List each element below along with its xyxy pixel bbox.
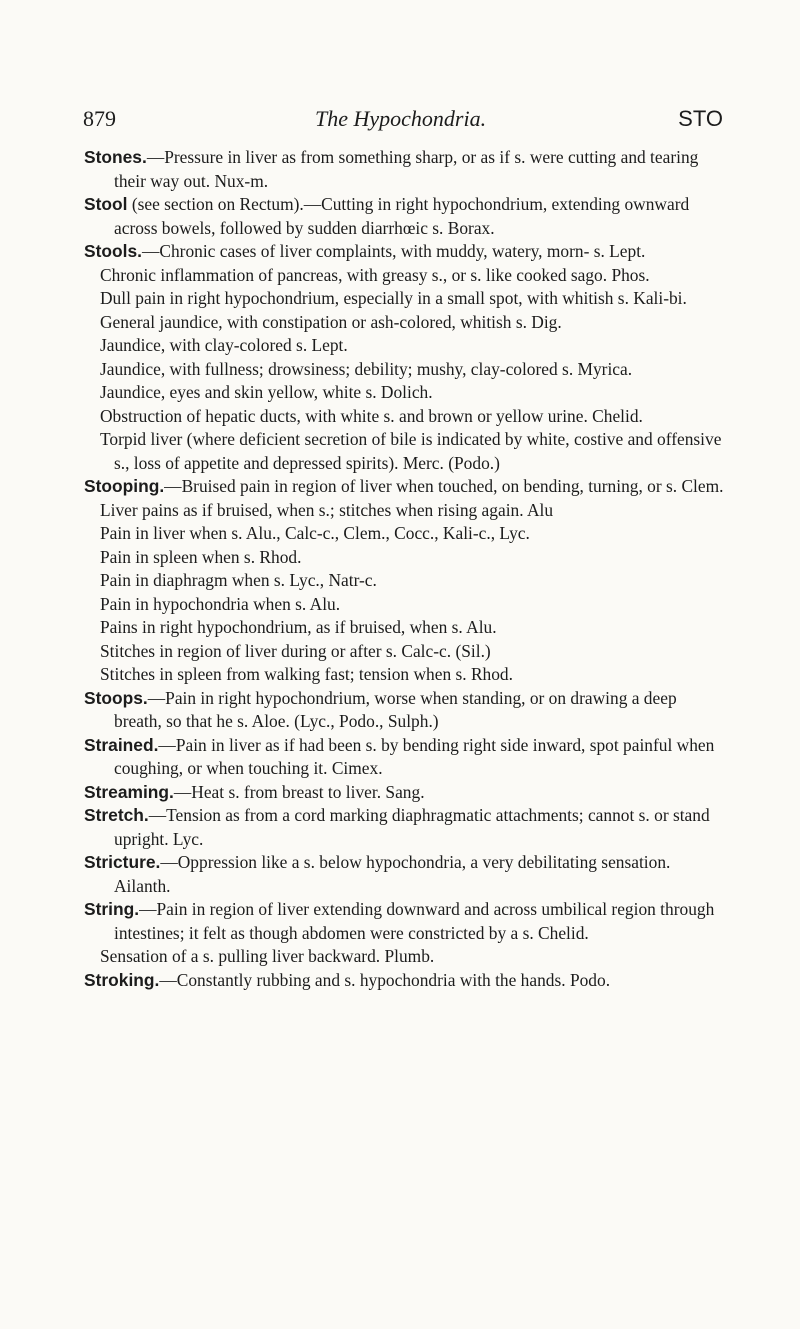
entry-keyword: Stoops. [84,687,148,708]
entry-keyword: Stricture. [84,852,161,872]
sub-entry: Pain in liver when s. Alu., Calc-c., Clem., Cocc., Kali-c., Lyc. [100,523,530,543]
entry [84,475,724,499]
sub-entry: Sensation of a s. pulling liver backward. Plumb. [100,946,435,966]
sub-entry: Stitches in region of liver during or after s. Calc-c. (Sil.) [100,640,491,661]
sub-entry: Pain in spleen when s. Rhod. [100,546,302,567]
entry-keyword: Stones. [84,147,147,167]
entry-keyword: Stool [84,194,128,214]
entry-keyword: Streaming. [84,781,174,802]
entry-keyword: Stooping. [84,476,165,496]
sub-entry: Jaundice, with fullness; drowsiness; debility; mushy, clay-colored s. Myrica. [100,358,633,379]
sub-entry: Jaundice, with clay-colored s. Lept. [100,335,348,355]
entry-text: (see section on Rectum).—Cutting in right hypochondrium, extending ownward across bowels, followed by sudden diarrhœic s. Borax. [114,194,690,238]
entry [84,687,724,734]
sub-entry: Dull pain in right hypochondrium, especially in a small spot, with whitish s. Kali-bi. [100,288,687,308]
entry-keyword: Strained. [84,734,159,755]
entry [84,804,724,851]
sub-entry: Liver pains as if bruised, when s.; stitches when rising again. Alu [100,499,554,520]
entry [84,193,724,240]
entry-keyword: String. [84,899,140,919]
sub-entry: General jaundice, with constipation or ash-colored, whitish s. Dig. [100,311,562,332]
entry [84,146,724,193]
sub-entry: Pains in right hypochondrium, as if bruised, when s. Alu. [100,617,497,637]
entry [84,240,724,264]
entry [84,851,724,898]
page-title: The Hypochondria. [315,106,487,131]
sub-entry: Pain in hypochondria when s. Alu. [100,593,341,614]
page-number: 879 [83,106,116,131]
entry-text: —Oppression like a s. below hypochondria, a very debilitating sensation. Ailanth. [114,852,671,896]
sub-entry: Torpid liver (where deficient secretion of bile is indicated by white, costive and offensive s., loss of appetite and depressed spirits). Merc. (Podo.) [100,429,722,473]
entry-text: —Bruised pain in region of liver when touched, on bending, turning, or s. Clem. [164,476,724,496]
sub-entry: Jaundice, eyes and skin yellow, white s. Dolich. [100,382,433,402]
entry-text: —Tension as from a cord marking diaphragmatic attachments; cannot s. or stand upright. Lyc. [114,805,710,849]
entry [84,969,724,993]
entry-keyword: Stretch. [84,805,149,825]
entry-keyword: Stroking. [84,969,160,990]
entry [84,781,724,805]
running-head [83,104,723,134]
entry-text: —Pressure in liver as from something sharp, or as if s. were cutting and tearing their way out. Nux-m. [114,147,699,191]
entry-text: —Pain in region of liver extending downward and across umbilical region through intestines; it felt as though abdomen were constricted by a s. Chelid. [114,899,715,943]
entry-text: —Pain in liver as if had been s. by bending right side inward, spot painful when coughing, or when touching it. Cimex. [114,734,715,778]
entry [84,898,724,945]
sub-entry: Chronic inflammation of pancreas, with greasy s., or s. like cooked sago. Phos. [100,264,650,285]
entry-text: —Heat s. from breast to liver. Sang. [173,781,425,802]
entry-text: —Chronic cases of liver complaints, with muddy, watery, morn- s. Lept. [141,241,646,261]
sub-entry: Obstruction of hepatic ducts, with white s. and brown or yellow urine. Chelid. [100,405,643,426]
entry-list [84,146,724,992]
entry-text: —Pain in right hypochondrium, worse when standing, or on drawing a deep breath, so that he s. Aloe. (Lyc., Podo., Sulph.) [114,687,677,731]
entry-text: —Constantly rubbing and s. hypochondria with the hands. Podo. [159,969,611,990]
sub-entry: Pain in diaphragm when s. Lyc., Natr-c. [100,570,377,590]
sub-entry: Stitches in spleen from walking fast; tension when s. Rhod. [100,664,513,684]
section-key: STO [678,106,723,131]
entry-keyword: Stools. [84,241,142,261]
entry [84,734,724,781]
